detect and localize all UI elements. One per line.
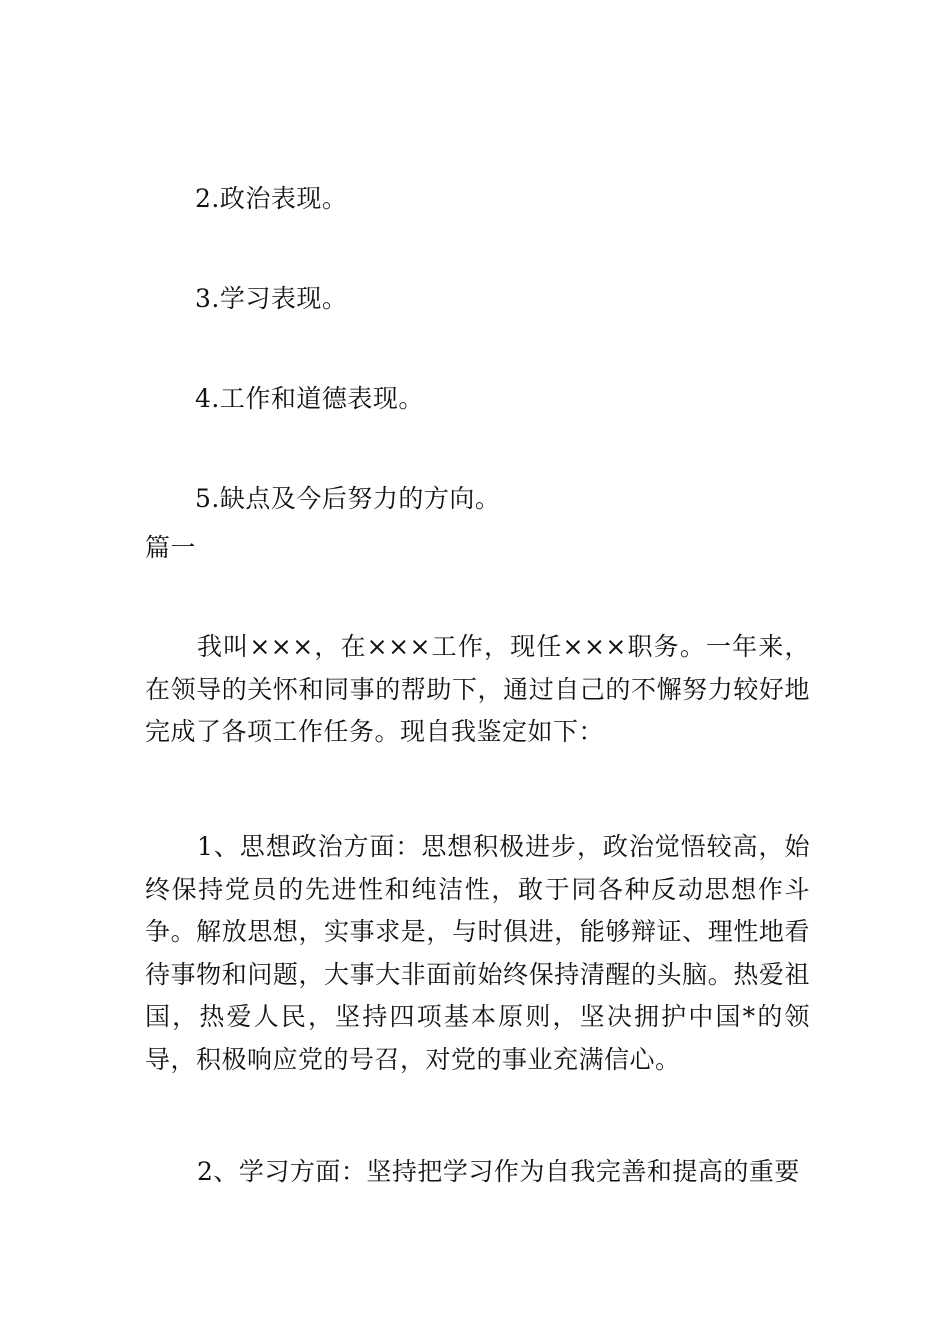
paragraph-introduction: 我叫×××，在×××工作，现任×××职务。一年来，在领导的关怀和同事的帮助下，通过自己的不懈努力较好地完成了各项工作任务。现自我鉴定如下： (145, 632, 810, 746)
paragraph-study: 2、学习方面：坚持把学习作为自我完善和提高的重要 (197, 1157, 800, 1186)
paragraph-ideology-politics: 1、思想政治方面：思想积极进步，政治觉悟较高，始终保持党员的先进性和纯洁性，敢于同各种反动思想作斗争。解放思想，实事求是，与时俱进，能够辩证、理性地看待事物和问题，大事大非面前始终保持清醒的头脑。热爱祖国，热爱人民，坚持四项基本原则，坚决拥护中国*的领导，积极响应党的号召，对党的事业充满信心。 (145, 832, 810, 1074)
section-heading: 篇一 (145, 533, 197, 562)
list-item-shortcomings-direction: 5.缺点及今后努力的方向。 (195, 484, 501, 513)
list-item-study-performance: 3.学习表现。 (195, 284, 348, 313)
list-item-work-moral-performance: 4.工作和道德表现。 (195, 384, 424, 413)
list-item-political-performance: 2.政治表现。 (195, 184, 348, 213)
